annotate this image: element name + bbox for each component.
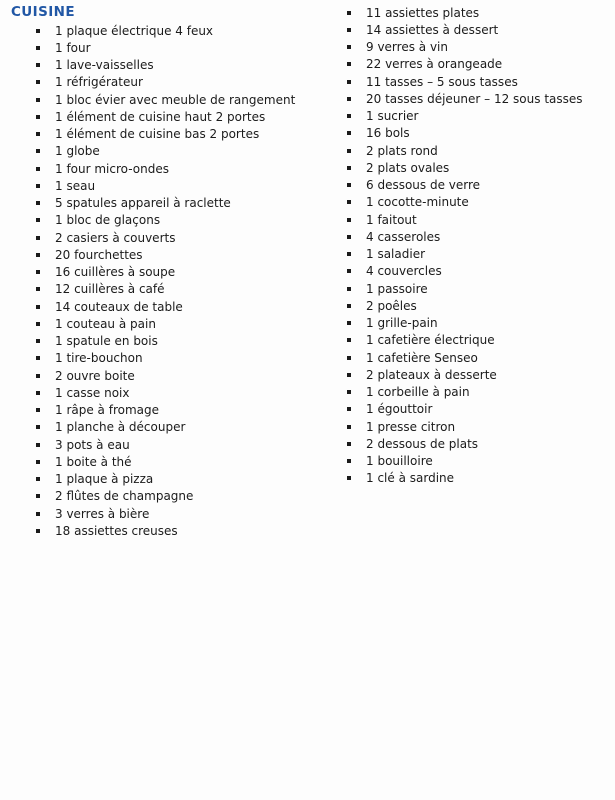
list-item: [347, 453, 583, 470]
square-bullet-icon: [347, 149, 351, 153]
list-item: [347, 470, 583, 487]
list-item-label: 1 four: [55, 40, 91, 55]
list-item: [36, 212, 295, 229]
list-item-label: 1 élément de cuisine bas 2 portes: [55, 127, 260, 142]
list-item: [36, 384, 295, 401]
square-bullet-icon: [36, 322, 40, 326]
list-item: [36, 281, 295, 298]
list-item-label: 1 plaque à pizza: [55, 472, 154, 487]
square-bullet-icon: [347, 235, 351, 239]
list-item: [347, 73, 583, 90]
square-bullet-icon: [347, 321, 351, 325]
list-item-label: 1 boite à thé: [55, 454, 132, 469]
list-item: [36, 74, 295, 91]
list-item: [36, 333, 295, 350]
square-bullet-icon: [347, 356, 351, 360]
list-item-label: 2 casiers à couverts: [55, 230, 176, 245]
list-item: [36, 57, 295, 74]
square-bullet-icon: [36, 253, 40, 257]
list-item: [36, 367, 295, 384]
square-bullet-icon: [347, 390, 351, 394]
list-item: [36, 264, 295, 281]
list-item-label: 1 bouilloire: [366, 454, 433, 469]
list-item-label: 1 passoire: [366, 281, 428, 296]
square-bullet-icon: [36, 236, 40, 240]
list-item-label: 3 verres à bière: [55, 506, 150, 521]
list-item-label: 20 tasses déjeuner – 12 sous tasses: [366, 91, 583, 106]
list-item: [347, 159, 583, 176]
list-item: [347, 418, 583, 435]
square-bullet-icon: [347, 80, 351, 84]
list-item: [347, 177, 583, 194]
list-item: [36, 177, 295, 194]
list-item-label: 1 grille-pain: [366, 316, 438, 331]
square-bullet-icon: [36, 218, 40, 222]
list-item: [347, 4, 583, 21]
square-bullet-icon: [347, 407, 351, 411]
list-item-label: 5 spatules appareil à raclette: [55, 196, 231, 211]
list-item-label: 1 élément de cuisine haut 2 portes: [55, 109, 266, 124]
square-bullet-icon: [36, 477, 40, 481]
list-item-label: 6 dessous de verre: [366, 178, 481, 193]
list-item: [36, 143, 295, 160]
square-bullet-icon: [36, 98, 40, 102]
list-item: [36, 522, 295, 539]
list-item: [36, 229, 295, 246]
list-item-label: 1 cafetière Senseo: [366, 350, 478, 365]
list-item-label: 11 assiettes plates: [366, 5, 480, 20]
square-bullet-icon: [347, 11, 351, 15]
list-item: [347, 332, 583, 349]
list-item: [347, 246, 583, 263]
list-item-label: 4 couvercles: [366, 264, 442, 279]
square-bullet-icon: [347, 425, 351, 429]
list-item: [36, 39, 295, 56]
page-title: CUISINE: [11, 4, 75, 20]
list-item-label: 9 verres à vin: [366, 40, 448, 55]
square-bullet-icon: [347, 45, 351, 49]
list-item: [36, 471, 295, 488]
list-item-label: 1 couteau à pain: [55, 316, 156, 331]
square-bullet-icon: [347, 62, 351, 66]
list-item-label: 1 casse noix: [55, 385, 130, 400]
list-item: [347, 297, 583, 314]
square-bullet-icon: [347, 166, 351, 170]
list-item-label: 4 casseroles: [366, 229, 441, 244]
list-item-label: 1 réfrigérateur: [55, 75, 143, 90]
list-item: [347, 280, 583, 297]
list-item-label: 1 plaque électrique 4 feux: [55, 23, 214, 38]
list-item-label: 1 bloc de glaçons: [55, 213, 161, 228]
list-item-label: 1 planche à découper: [55, 420, 186, 435]
list-item-label: 1 égouttoir: [366, 402, 433, 417]
list-item: [347, 90, 583, 107]
square-bullet-icon: [36, 287, 40, 291]
list-item: [36, 298, 295, 315]
square-bullet-icon: [347, 97, 351, 101]
list-item-label: 11 tasses – 5 sous tasses: [366, 74, 518, 89]
list-item-label: 2 plateaux à desserte: [366, 367, 497, 382]
list-item: [36, 453, 295, 470]
list-item: [36, 419, 295, 436]
square-bullet-icon: [36, 201, 40, 205]
list-item-label: 2 plats rond: [366, 143, 438, 158]
inventory-list-right: [347, 4, 583, 487]
square-bullet-icon: [347, 28, 351, 32]
square-bullet-icon: [347, 269, 351, 273]
list-item-label: 1 seau: [55, 178, 96, 193]
list-item-label: 1 globe: [55, 144, 100, 159]
list-item-label: 1 cafetière électrique: [366, 333, 495, 348]
square-bullet-icon: [347, 131, 351, 135]
square-bullet-icon: [347, 252, 351, 256]
square-bullet-icon: [36, 167, 40, 171]
square-bullet-icon: [36, 443, 40, 447]
list-item: [347, 349, 583, 366]
list-item-label: 22 verres à orangeade: [366, 57, 503, 72]
list-item-label: 1 faitout: [366, 212, 417, 227]
list-item-label: 18 assiettes creuses: [55, 523, 178, 538]
square-bullet-icon: [36, 149, 40, 153]
square-bullet-icon: [347, 304, 351, 308]
list-item: [347, 315, 583, 332]
list-item-label: 2 poêles: [366, 298, 417, 313]
square-bullet-icon: [36, 494, 40, 498]
list-item: [347, 39, 583, 56]
list-item: [347, 366, 583, 383]
list-item: [36, 126, 295, 143]
list-item: [347, 401, 583, 418]
square-bullet-icon: [347, 476, 351, 480]
list-item: [347, 142, 583, 159]
square-bullet-icon: [347, 338, 351, 342]
square-bullet-icon: [36, 374, 40, 378]
square-bullet-icon: [36, 339, 40, 343]
list-item-label: 3 pots à eau: [55, 437, 130, 452]
list-item-label: 16 bols: [366, 126, 410, 141]
square-bullet-icon: [36, 460, 40, 464]
square-bullet-icon: [347, 459, 351, 463]
list-item-label: 1 bloc évier avec meuble de rangement: [55, 92, 296, 107]
square-bullet-icon: [36, 29, 40, 33]
list-item-label: 16 cuillères à soupe: [55, 265, 176, 280]
square-bullet-icon: [36, 305, 40, 309]
list-item: [36, 91, 295, 108]
list-item-label: 1 tire-bouchon: [55, 351, 143, 366]
list-item: [347, 384, 583, 401]
list-item: [36, 315, 295, 332]
square-bullet-icon: [347, 373, 351, 377]
list-item: [347, 228, 583, 245]
list-item: [36, 195, 295, 212]
square-bullet-icon: [347, 287, 351, 291]
list-item-label: 1 corbeille à pain: [366, 385, 470, 400]
list-item: [36, 22, 295, 39]
square-bullet-icon: [36, 270, 40, 274]
list-item-label: 1 spatule en bois: [55, 334, 158, 349]
list-item-label: 1 lave-vaisselles: [55, 58, 154, 73]
list-item: [36, 402, 295, 419]
list-item-label: 2 flûtes de champagne: [55, 489, 194, 504]
list-item-label: 20 fourchettes: [55, 247, 143, 262]
square-bullet-icon: [36, 46, 40, 50]
square-bullet-icon: [347, 200, 351, 204]
square-bullet-icon: [36, 356, 40, 360]
list-item-label: 14 assiettes à dessert: [366, 22, 499, 37]
square-bullet-icon: [36, 408, 40, 412]
list-item-label: 1 saladier: [366, 247, 426, 262]
list-item: [347, 435, 583, 452]
list-item-label: 1 four micro-ondes: [55, 161, 169, 176]
inventory-list-left: [36, 22, 295, 540]
list-item-label: 1 presse citron: [366, 419, 456, 434]
square-bullet-icon: [347, 183, 351, 187]
square-bullet-icon: [36, 512, 40, 516]
list-item-label: 1 sucrier: [366, 109, 419, 124]
square-bullet-icon: [347, 442, 351, 446]
list-item-label: 1 cocotte-minute: [366, 195, 469, 210]
list-item-label: 2 ouvre boite: [55, 368, 135, 383]
list-item-label: 14 couteaux de table: [55, 299, 183, 314]
list-item: [347, 194, 583, 211]
square-bullet-icon: [36, 529, 40, 533]
list-item-label: 2 plats ovales: [366, 160, 450, 175]
list-item: [36, 108, 295, 125]
list-item: [36, 488, 295, 505]
square-bullet-icon: [347, 114, 351, 118]
square-bullet-icon: [347, 218, 351, 222]
list-item: [36, 350, 295, 367]
list-item: [36, 436, 295, 453]
square-bullet-icon: [36, 425, 40, 429]
list-item-label: 2 dessous de plats: [366, 436, 479, 451]
square-bullet-icon: [36, 391, 40, 395]
square-bullet-icon: [36, 184, 40, 188]
list-item: [347, 263, 583, 280]
list-item-label: 12 cuillères à café: [55, 282, 165, 297]
list-item: [347, 56, 583, 73]
list-item: [347, 211, 583, 228]
list-item-label: 1 râpe à fromage: [55, 403, 159, 418]
list-item: [347, 125, 583, 142]
square-bullet-icon: [36, 115, 40, 119]
square-bullet-icon: [36, 80, 40, 84]
list-item: [36, 505, 295, 522]
square-bullet-icon: [36, 132, 40, 136]
list-item: [347, 108, 583, 125]
list-item-label: 1 clé à sardine: [366, 471, 455, 486]
list-item: [36, 246, 295, 263]
list-item: [347, 21, 583, 38]
square-bullet-icon: [36, 63, 40, 67]
list-item: [36, 160, 295, 177]
